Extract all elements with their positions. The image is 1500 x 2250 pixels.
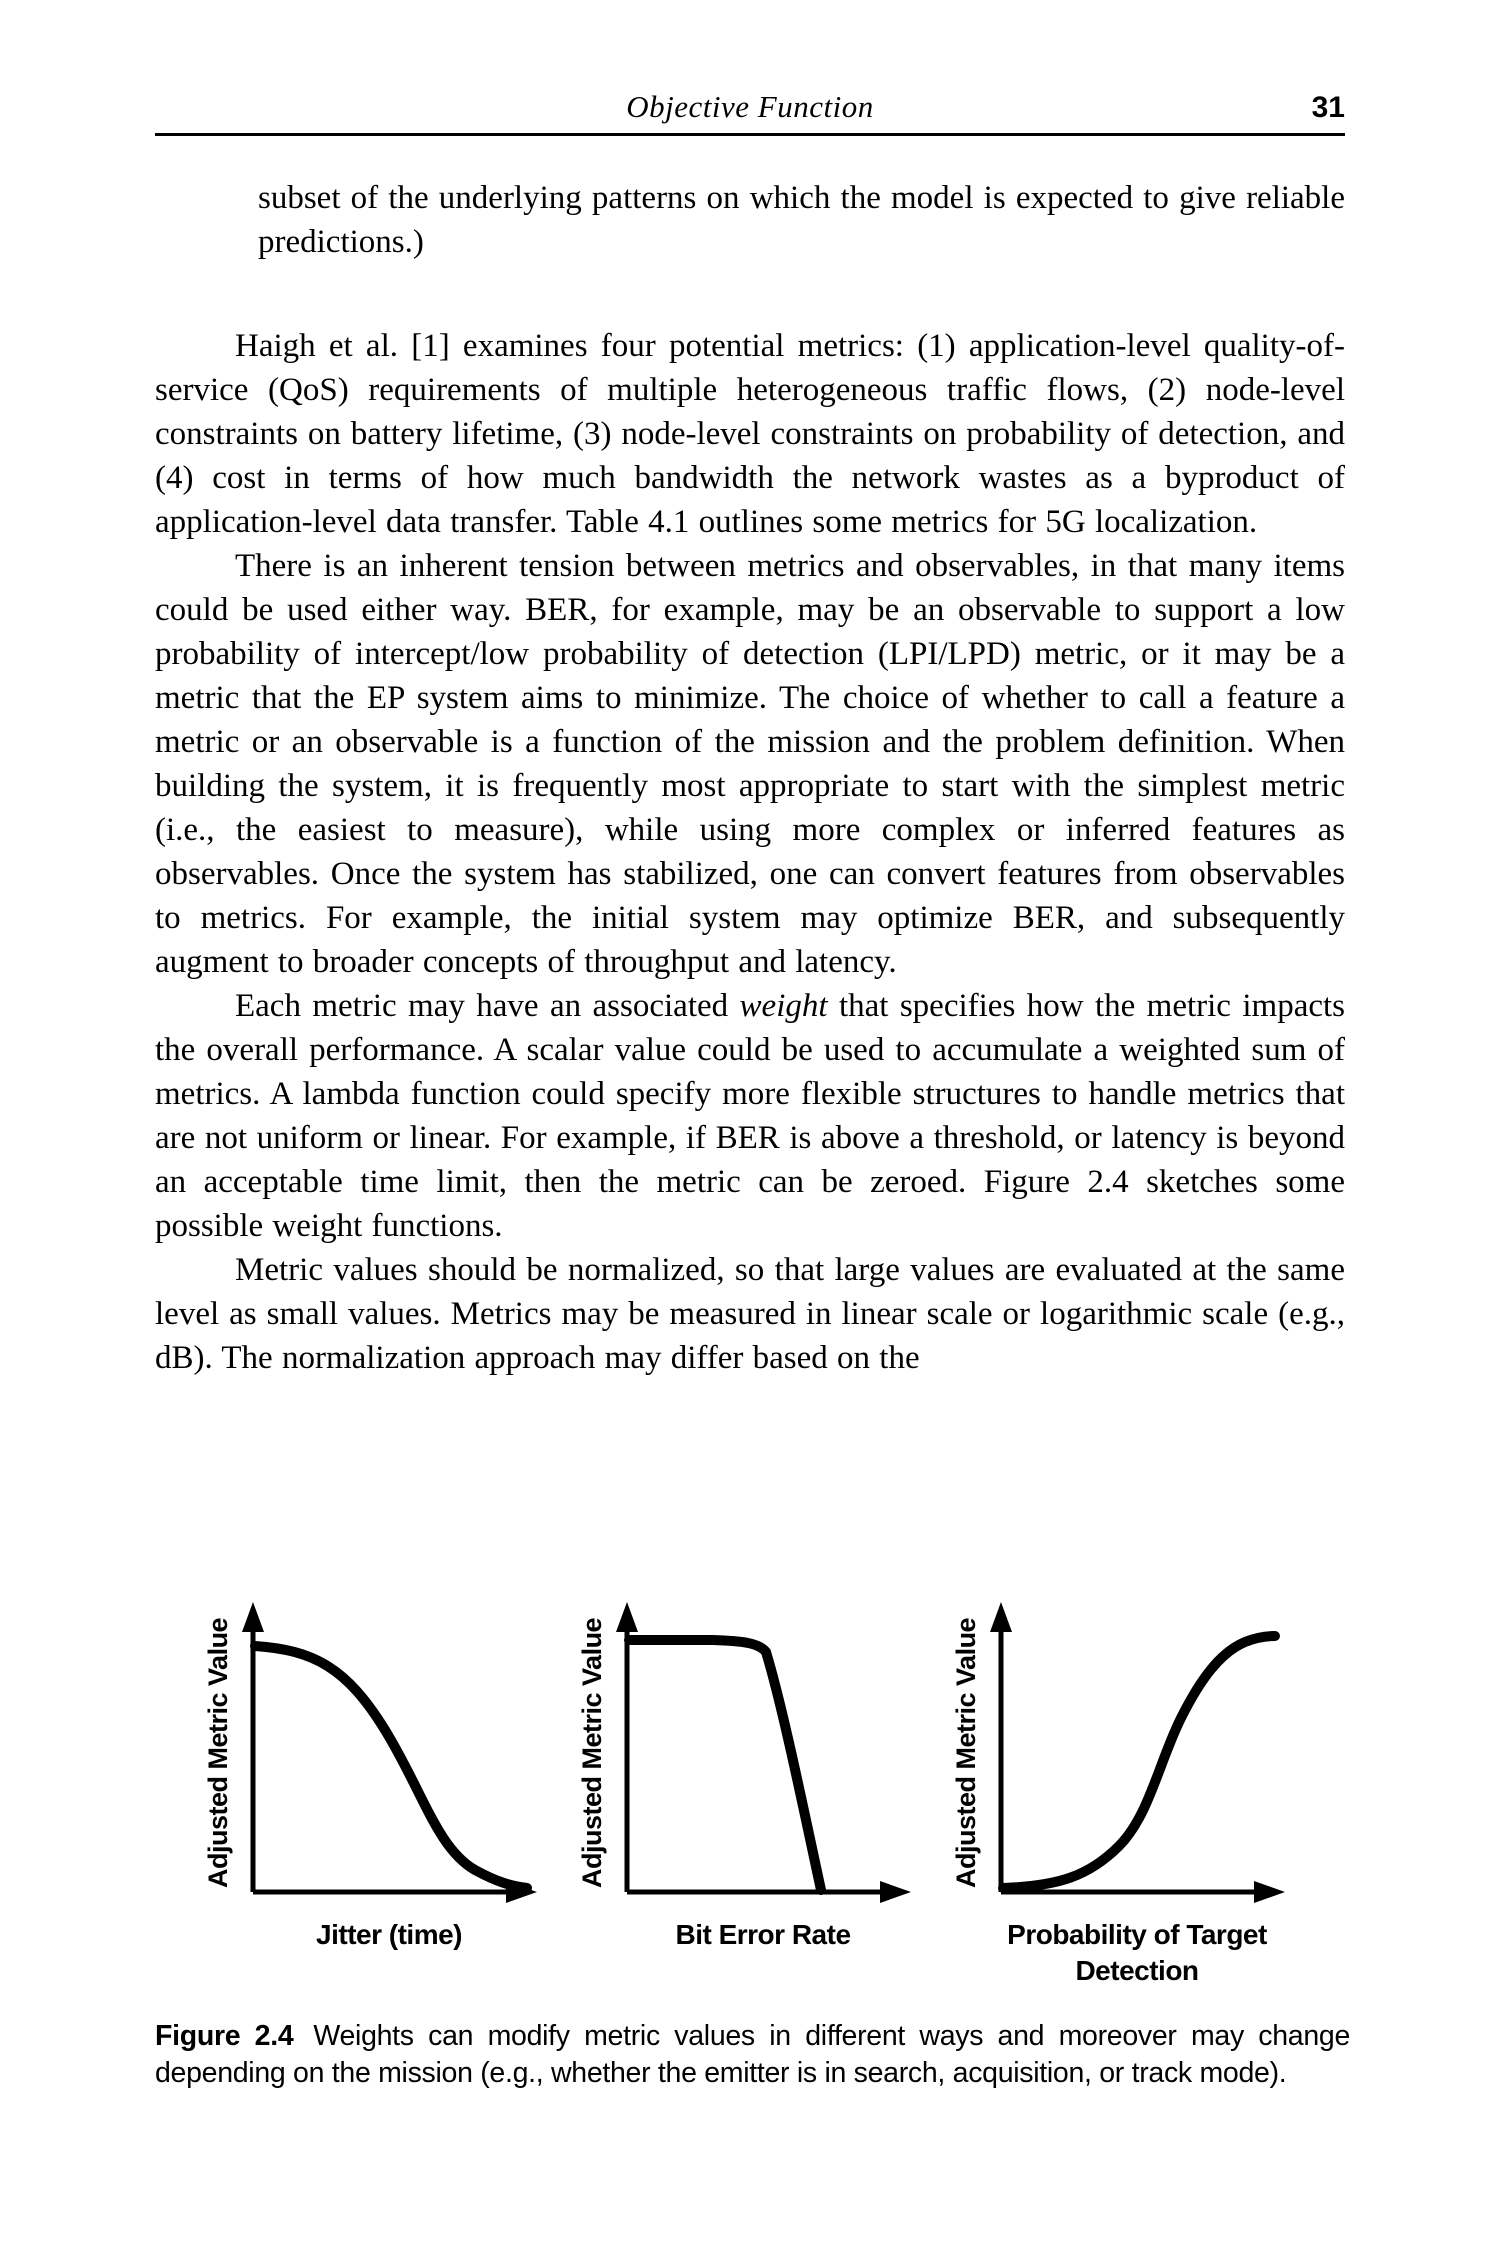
y-axis-arrow-icon [242, 1602, 264, 1632]
flat-then-drop-curve [629, 1640, 821, 1890]
running-head [155, 89, 1345, 136]
plot-ber-xlabel: Bit Error Rate [675, 1919, 851, 1950]
plot-pd-xlabel: Probability of Target Detection [1007, 1919, 1267, 1986]
y-axis-arrow-icon [990, 1602, 1012, 1632]
x-axis-arrow-icon [880, 1881, 911, 1903]
decreasing-sigmoid-curve [255, 1646, 527, 1888]
body-text [155, 176, 1345, 1380]
page-title: Objective Function [626, 89, 874, 124]
plot-jitter-ylabel: Adjusted Metric Value [203, 1617, 233, 1888]
x-axis-arrow-icon [1254, 1881, 1285, 1903]
plot-ber-ylabel: Adjusted Metric Value [577, 1617, 607, 1888]
increasing-sigmoid-curve [1003, 1636, 1275, 1888]
paragraph-weights [155, 984, 1345, 1248]
paragraph-weights-italic-word: weight [739, 988, 828, 1024]
plot-pd [951, 1600, 1287, 1989]
plot-pd-canvas [987, 1600, 1287, 1905]
quote-continuation: subset of the underlying patterns on which the model is expected to give reliable predictions.) [258, 180, 1345, 260]
y-axis-arrow-icon [616, 1602, 638, 1632]
plot-ber [577, 1600, 913, 1953]
figure-caption [155, 2018, 1350, 2092]
plot-pd-ylabel: Adjusted Metric Value [951, 1617, 981, 1888]
plot-jitter-canvas [239, 1600, 539, 1905]
paragraph-weights-post: that specifies how the metric impacts the overall performance. A scalar value could be used to accumulate a weighted sum of metrics. A lambda function could specify more flexible structures to handle metrics that are not uniform or linear. For example, if BER is above a threshold, or latency is beyond an acceptable time limit, then the metric can be zeroed. Figure 2.4 sketches some possible weight functions. [155, 988, 1345, 1244]
paragraph-weights-pre: Each metric may have an associated [235, 988, 740, 1024]
plot-ber-canvas [613, 1600, 913, 1905]
plot-jitter-xlabel: Jitter (time) [316, 1919, 462, 1950]
figure-caption-label: Figure 2.4 [155, 2020, 294, 2052]
plot-jitter [203, 1600, 539, 1953]
paragraph-metrics-list: Haigh et al. [1] examines four potential metrics: (1) application-level quality-of-service (QoS) requirements of multiple heterogeneous traffic flows, (2) node-level constraints on battery lifetime, (3) node-level constraints on probability of detection, and (4) cost in terms of how much bandwidth the network wastes as a byproduct of application-level data transfer. Table 4.1 outlines some metrics for 5G localization. [155, 328, 1345, 540]
paragraph-metrics-observables: There is an inherent tension between metrics and observables, in that many items could be used either way. BER, for example, may be an observable to support a low probability of intercept/low probability of detection (LPI/LPD) metric, or it may be a metric that the EP system aims to minimize. The choice of whether to call a feature a metric or an observable is a function of the mission and the problem definition. When building the system, it is frequently most appropriate to start with the simplest metric (i.e., the easiest to measure), while using more complex or inferred features as observables. Once the system has stabilized, one can convert features from observables to metrics. For example, the initial system may optimize BER, and subsequently augment to broader concepts of throughput and latency. [155, 548, 1345, 980]
page-number: 31 [1311, 91, 1345, 124]
paragraph-normalization: Metric values should be normalized, so that large values are evaluated at the same level as small values. Metrics may be measured in linear scale or logarithmic scale (e.g., dB). The normalization approach may differ based on the [155, 1252, 1345, 1376]
figure-caption-text: Weights can modify metric values in different ways and moreover may change depending on the mission (e.g., whether the emitter is in search, acquisition, or track mode). [155, 2020, 1350, 2089]
